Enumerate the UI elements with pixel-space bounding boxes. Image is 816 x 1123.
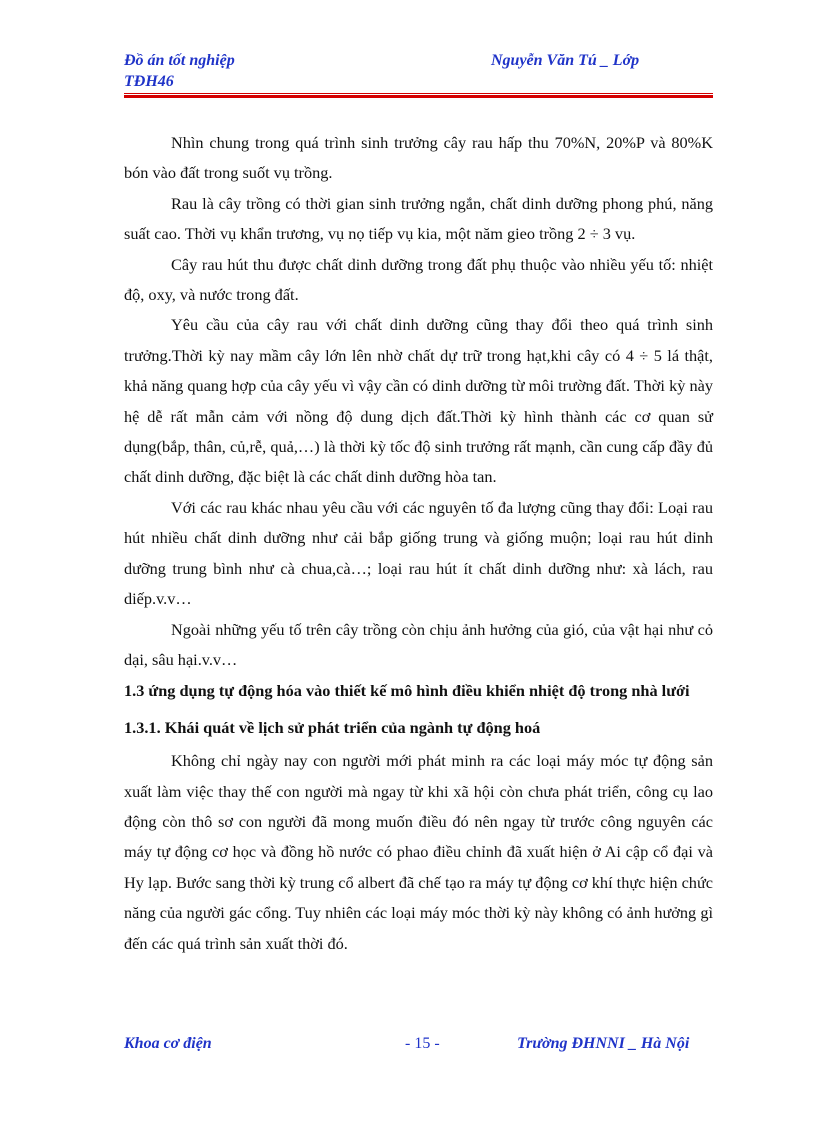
header-rule-thin [124, 93, 713, 94]
page-body [124, 128, 713, 959]
footer-university: Trường ĐHNNI _ Hà Nội [517, 1035, 690, 1052]
paragraph: Rau là cây trồng có thời gian sinh trưởng ngắn, chất dinh dưỡng phong phú, năng suất cao. Thời vụ khẩn trương, vụ nọ tiếp vụ kia, một năm gieo trồng 2 ÷ 3 vụ. [124, 193, 713, 244]
subsection-heading: 1.3.1. Khái quát về lịch sử phát triển của ngành tự động hoá [124, 717, 541, 737]
header-title: Đồ án tốt nghiệp [124, 52, 235, 69]
paragraph: Không chỉ ngày nay con người mới phát minh ra các loại máy móc tự động sản xuất làm việc thay thế con người mà ngay từ khi xã hội còn chưa phát triển, công cụ lao động còn thô sơ con người đã mong muốn điều đó nên ngay từ trước công nguyên các máy tự động cơ học và đồng hồ nước có phao điều chỉnh đã xuất hiện ở Ai cập cổ đại và Hy lạp. Bước sang thời kỳ trung cổ albert đã chế tạo ra máy tự động cơ khí thực hiện chức năng của người gác cổng. Tuy nhiên các loại máy móc thời kỳ này không có ảnh hưởng gì đến các quá trình sản xuất thời đó. [124, 751, 713, 953]
header-class: TĐH46 [124, 73, 174, 90]
paragraph: Nhìn chung trong quá trình sinh trưởng cây rau hấp thu 70%N, 20%P và 80%K bón vào đất trong suốt vụ trồng. [124, 133, 713, 183]
page-number: - 15 - [405, 1035, 440, 1052]
header-left [124, 50, 235, 92]
paragraph: Yêu cầu của cây rau với chất dinh dưỡng cũng thay đổi theo quá trình sinh trưởng.Thời kỳ nay mầm cây lớn lên nhờ chất dự trữ trong hạt,khi cây có 4 ÷ 5 lá thật, khả năng quang hợp của cây yếu vì vậy cần có dinh dưỡng từ môi trường đất. Thời kỳ này hệ dễ rất mẫn cảm với nồng độ dung dịch đất.Thời kỳ hình thành các cơ quan sử dụng(bắp, thân, củ,rễ, quả,…) là thời kỳ tốc độ sinh trưởng rất mạnh, cần cung cấp đầy đủ chất dinh dưỡng, đặc biệt là các chất dinh dưỡng hòa tan. [124, 315, 713, 487]
paragraph: Cây rau hút thu được chất dinh dưỡng trong đất phụ thuộc vào nhiều yếu tố: nhiệt độ, oxy, và nước trong đất. [124, 254, 713, 305]
paragraph: Với các rau khác nhau yêu cầu với các nguyên tố đa lượng cũng thay đổi: Loại rau hút nhiều chất dinh dưỡng như cải bắp giống trung và giống muộn; loại rau hút dinh dưỡng trung bình như cà chua,cà…; loại rau hút ít chất dinh dưỡng như: xà lách, rau diếp.v.v… [124, 497, 713, 609]
section-heading: 1.3 ứng dụng tự động hóa vào thiết kế mô hình điều khiển nhiệt độ trong nhà lưới [124, 681, 690, 701]
footer-faculty: Khoa cơ điện [124, 1035, 212, 1052]
header-author: Nguyễn Văn Tú _ Lớp [491, 52, 640, 69]
header-rule-thick [124, 95, 713, 98]
paragraph: Ngoài những yếu tố trên cây trồng còn chịu ảnh hưởng của gió, của vật hại như cỏ dại, sâu hại.v.v… [124, 619, 713, 669]
